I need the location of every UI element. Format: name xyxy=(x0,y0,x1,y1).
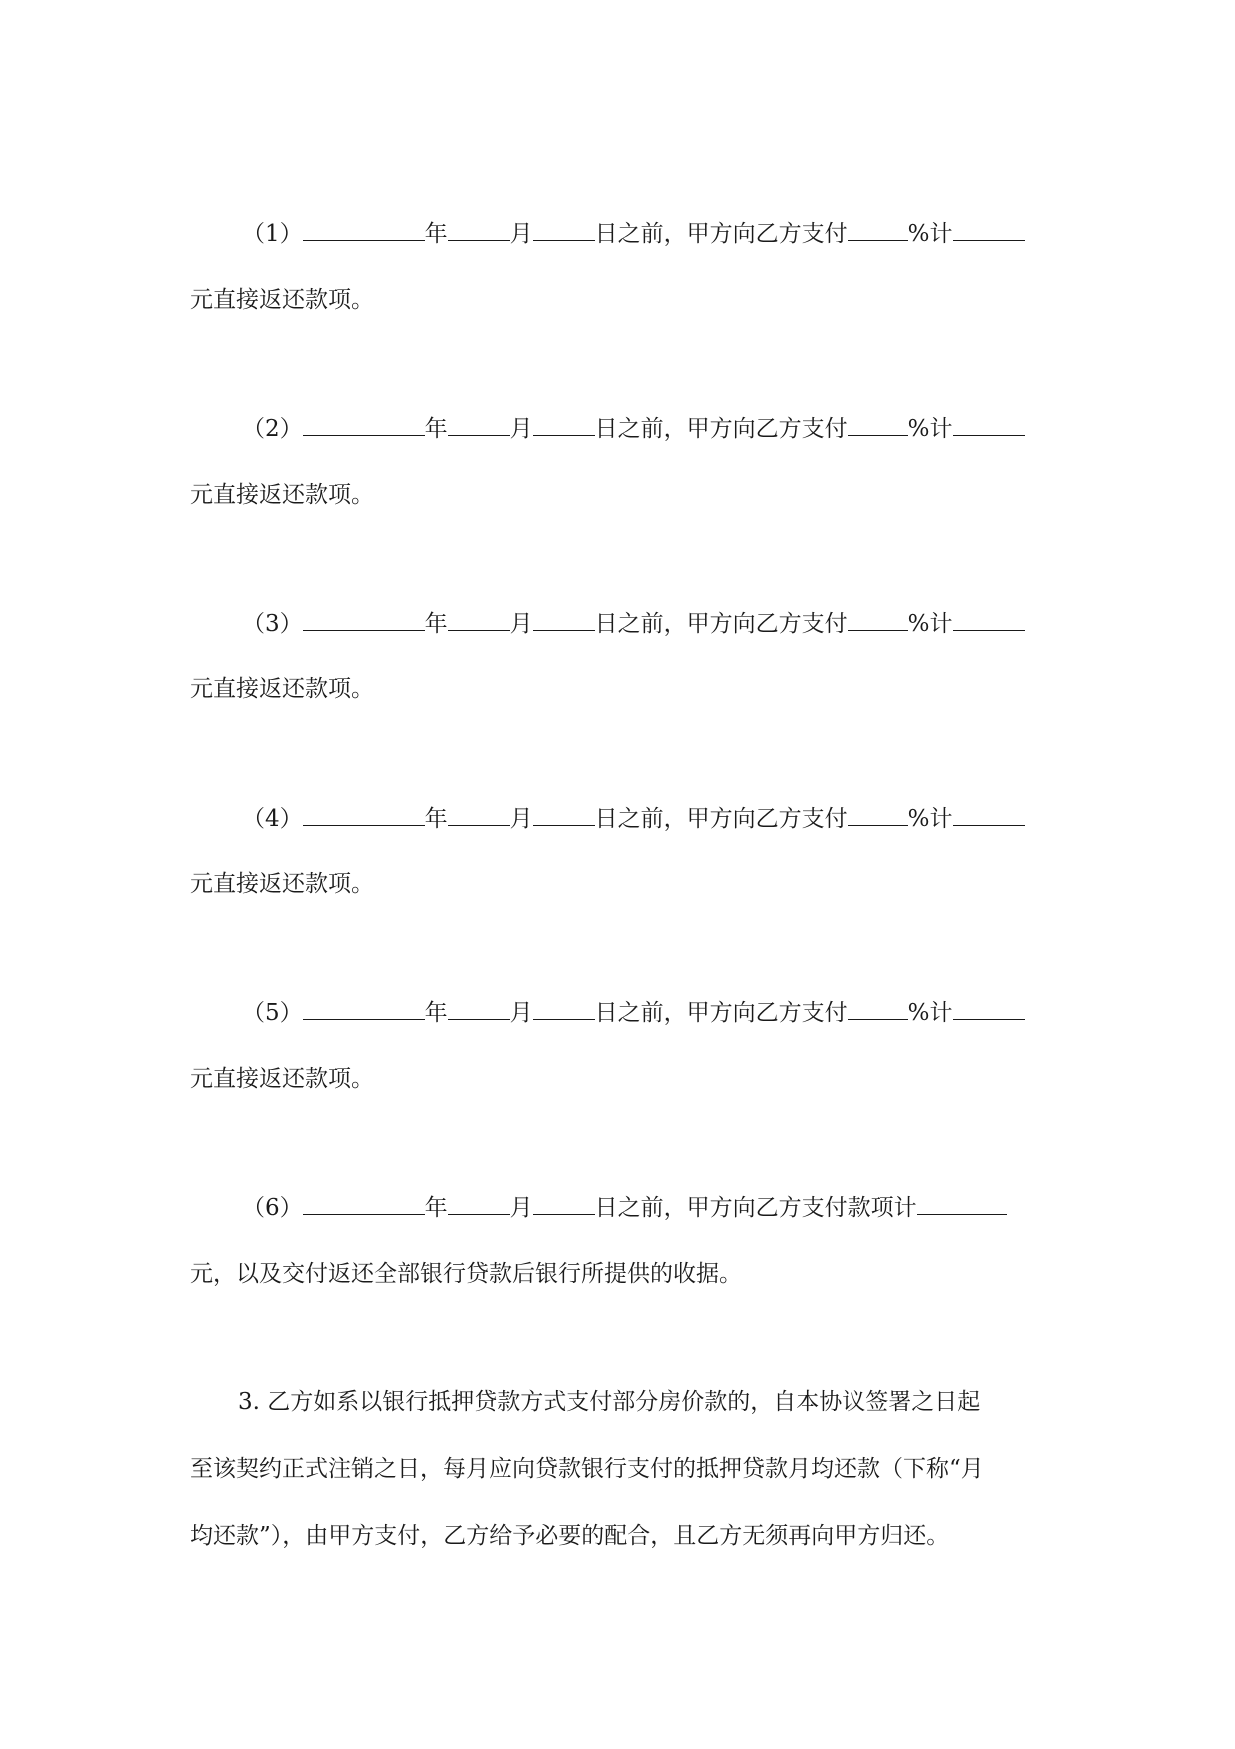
payment-text: 日之前，甲方向乙方支付 xyxy=(594,416,848,442)
item-number: （6） xyxy=(242,1195,303,1221)
year-blank[interactable] xyxy=(303,1192,425,1215)
amount-blank[interactable] xyxy=(953,997,1025,1020)
clause-3-line-3: 均还款”），由甲方支付，乙方给予必要的配合，且乙方无须再向甲方归还。 xyxy=(190,1523,950,1549)
amount-blank[interactable] xyxy=(953,803,1025,826)
payment-text: 日之前，甲方向乙方支付 xyxy=(594,806,848,832)
percent-blank[interactable] xyxy=(848,997,908,1020)
month-blank[interactable] xyxy=(448,1192,510,1215)
day-blank[interactable] xyxy=(533,218,595,241)
item-number: （2） xyxy=(242,416,303,442)
year-label: 年 xyxy=(424,806,448,832)
payment-item-4-tail: 元直接返还款项。 xyxy=(190,871,374,897)
percent-blank[interactable] xyxy=(848,413,908,436)
amount-blank[interactable] xyxy=(917,1192,1007,1215)
year-blank[interactable] xyxy=(303,608,425,631)
year-label: 年 xyxy=(424,611,448,637)
month-label: 月 xyxy=(509,611,533,637)
clause-3-line-1: 3. 乙方如系以银行抵押贷款方式支付部分房价款的，自本协议签署之日起 xyxy=(238,1389,981,1415)
payment-item-3-line xyxy=(190,608,1102,639)
month-blank[interactable] xyxy=(448,413,510,436)
percent-label: %计 xyxy=(907,806,953,832)
payment-text: 日之前，甲方向乙方支付 xyxy=(594,611,848,637)
year-label: 年 xyxy=(424,1195,448,1221)
year-blank[interactable] xyxy=(303,413,425,436)
item-number: （4） xyxy=(242,806,303,832)
month-blank[interactable] xyxy=(448,218,510,241)
day-blank[interactable] xyxy=(533,803,595,826)
payment-item-2-line xyxy=(190,413,1102,444)
month-label: 月 xyxy=(509,1195,533,1221)
month-blank[interactable] xyxy=(448,608,510,631)
item-number: （1） xyxy=(242,221,303,247)
day-blank[interactable] xyxy=(533,1192,595,1215)
month-blank[interactable] xyxy=(448,997,510,1020)
month-label: 月 xyxy=(509,416,533,442)
percent-label: %计 xyxy=(907,611,953,637)
clause-3-line-2: 至该契约正式注销之日，每月应向贷款银行支付的抵押贷款月均还款（下称“月 xyxy=(190,1456,984,1482)
payment-item-2-tail: 元直接返还款项。 xyxy=(190,482,374,508)
percent-label: %计 xyxy=(907,221,953,247)
payment-item-6-line xyxy=(190,1192,1102,1223)
item-number: （5） xyxy=(242,1000,303,1026)
month-label: 月 xyxy=(509,221,533,247)
percent-blank[interactable] xyxy=(848,803,908,826)
item-number: （3） xyxy=(242,611,303,637)
payment-text: 日之前，甲方向乙方支付 xyxy=(594,221,848,247)
percent-label: %计 xyxy=(907,1000,953,1026)
payment-item-1-tail: 元直接返还款项。 xyxy=(190,287,374,313)
payment-text: 日之前，甲方向乙方支付 xyxy=(594,1000,848,1026)
year-label: 年 xyxy=(424,416,448,442)
payment-item-1-line xyxy=(190,218,1102,249)
year-blank[interactable] xyxy=(303,803,425,826)
payment-item-5-tail: 元直接返还款项。 xyxy=(190,1066,374,1092)
year-label: 年 xyxy=(424,221,448,247)
month-label: 月 xyxy=(509,1000,533,1026)
payment-item-4-line xyxy=(190,803,1102,834)
amount-blank[interactable] xyxy=(953,218,1025,241)
payment-item-3-tail: 元直接返还款项。 xyxy=(190,676,374,702)
year-label: 年 xyxy=(424,1000,448,1026)
payment-item-5-line xyxy=(190,997,1102,1028)
year-blank[interactable] xyxy=(303,997,425,1020)
day-blank[interactable] xyxy=(533,997,595,1020)
amount-blank[interactable] xyxy=(953,413,1025,436)
day-blank[interactable] xyxy=(533,608,595,631)
amount-blank[interactable] xyxy=(953,608,1025,631)
percent-blank[interactable] xyxy=(848,608,908,631)
percent-blank[interactable] xyxy=(848,218,908,241)
month-label: 月 xyxy=(509,806,533,832)
payment-item-6-tail: 元，以及交付返还全部银行贷款后银行所提供的收据。 xyxy=(190,1261,742,1287)
year-blank[interactable] xyxy=(303,218,425,241)
month-blank[interactable] xyxy=(448,803,510,826)
day-blank[interactable] xyxy=(533,413,595,436)
payment-text: 日之前，甲方向乙方支付款项计 xyxy=(594,1195,917,1221)
percent-label: %计 xyxy=(907,416,953,442)
